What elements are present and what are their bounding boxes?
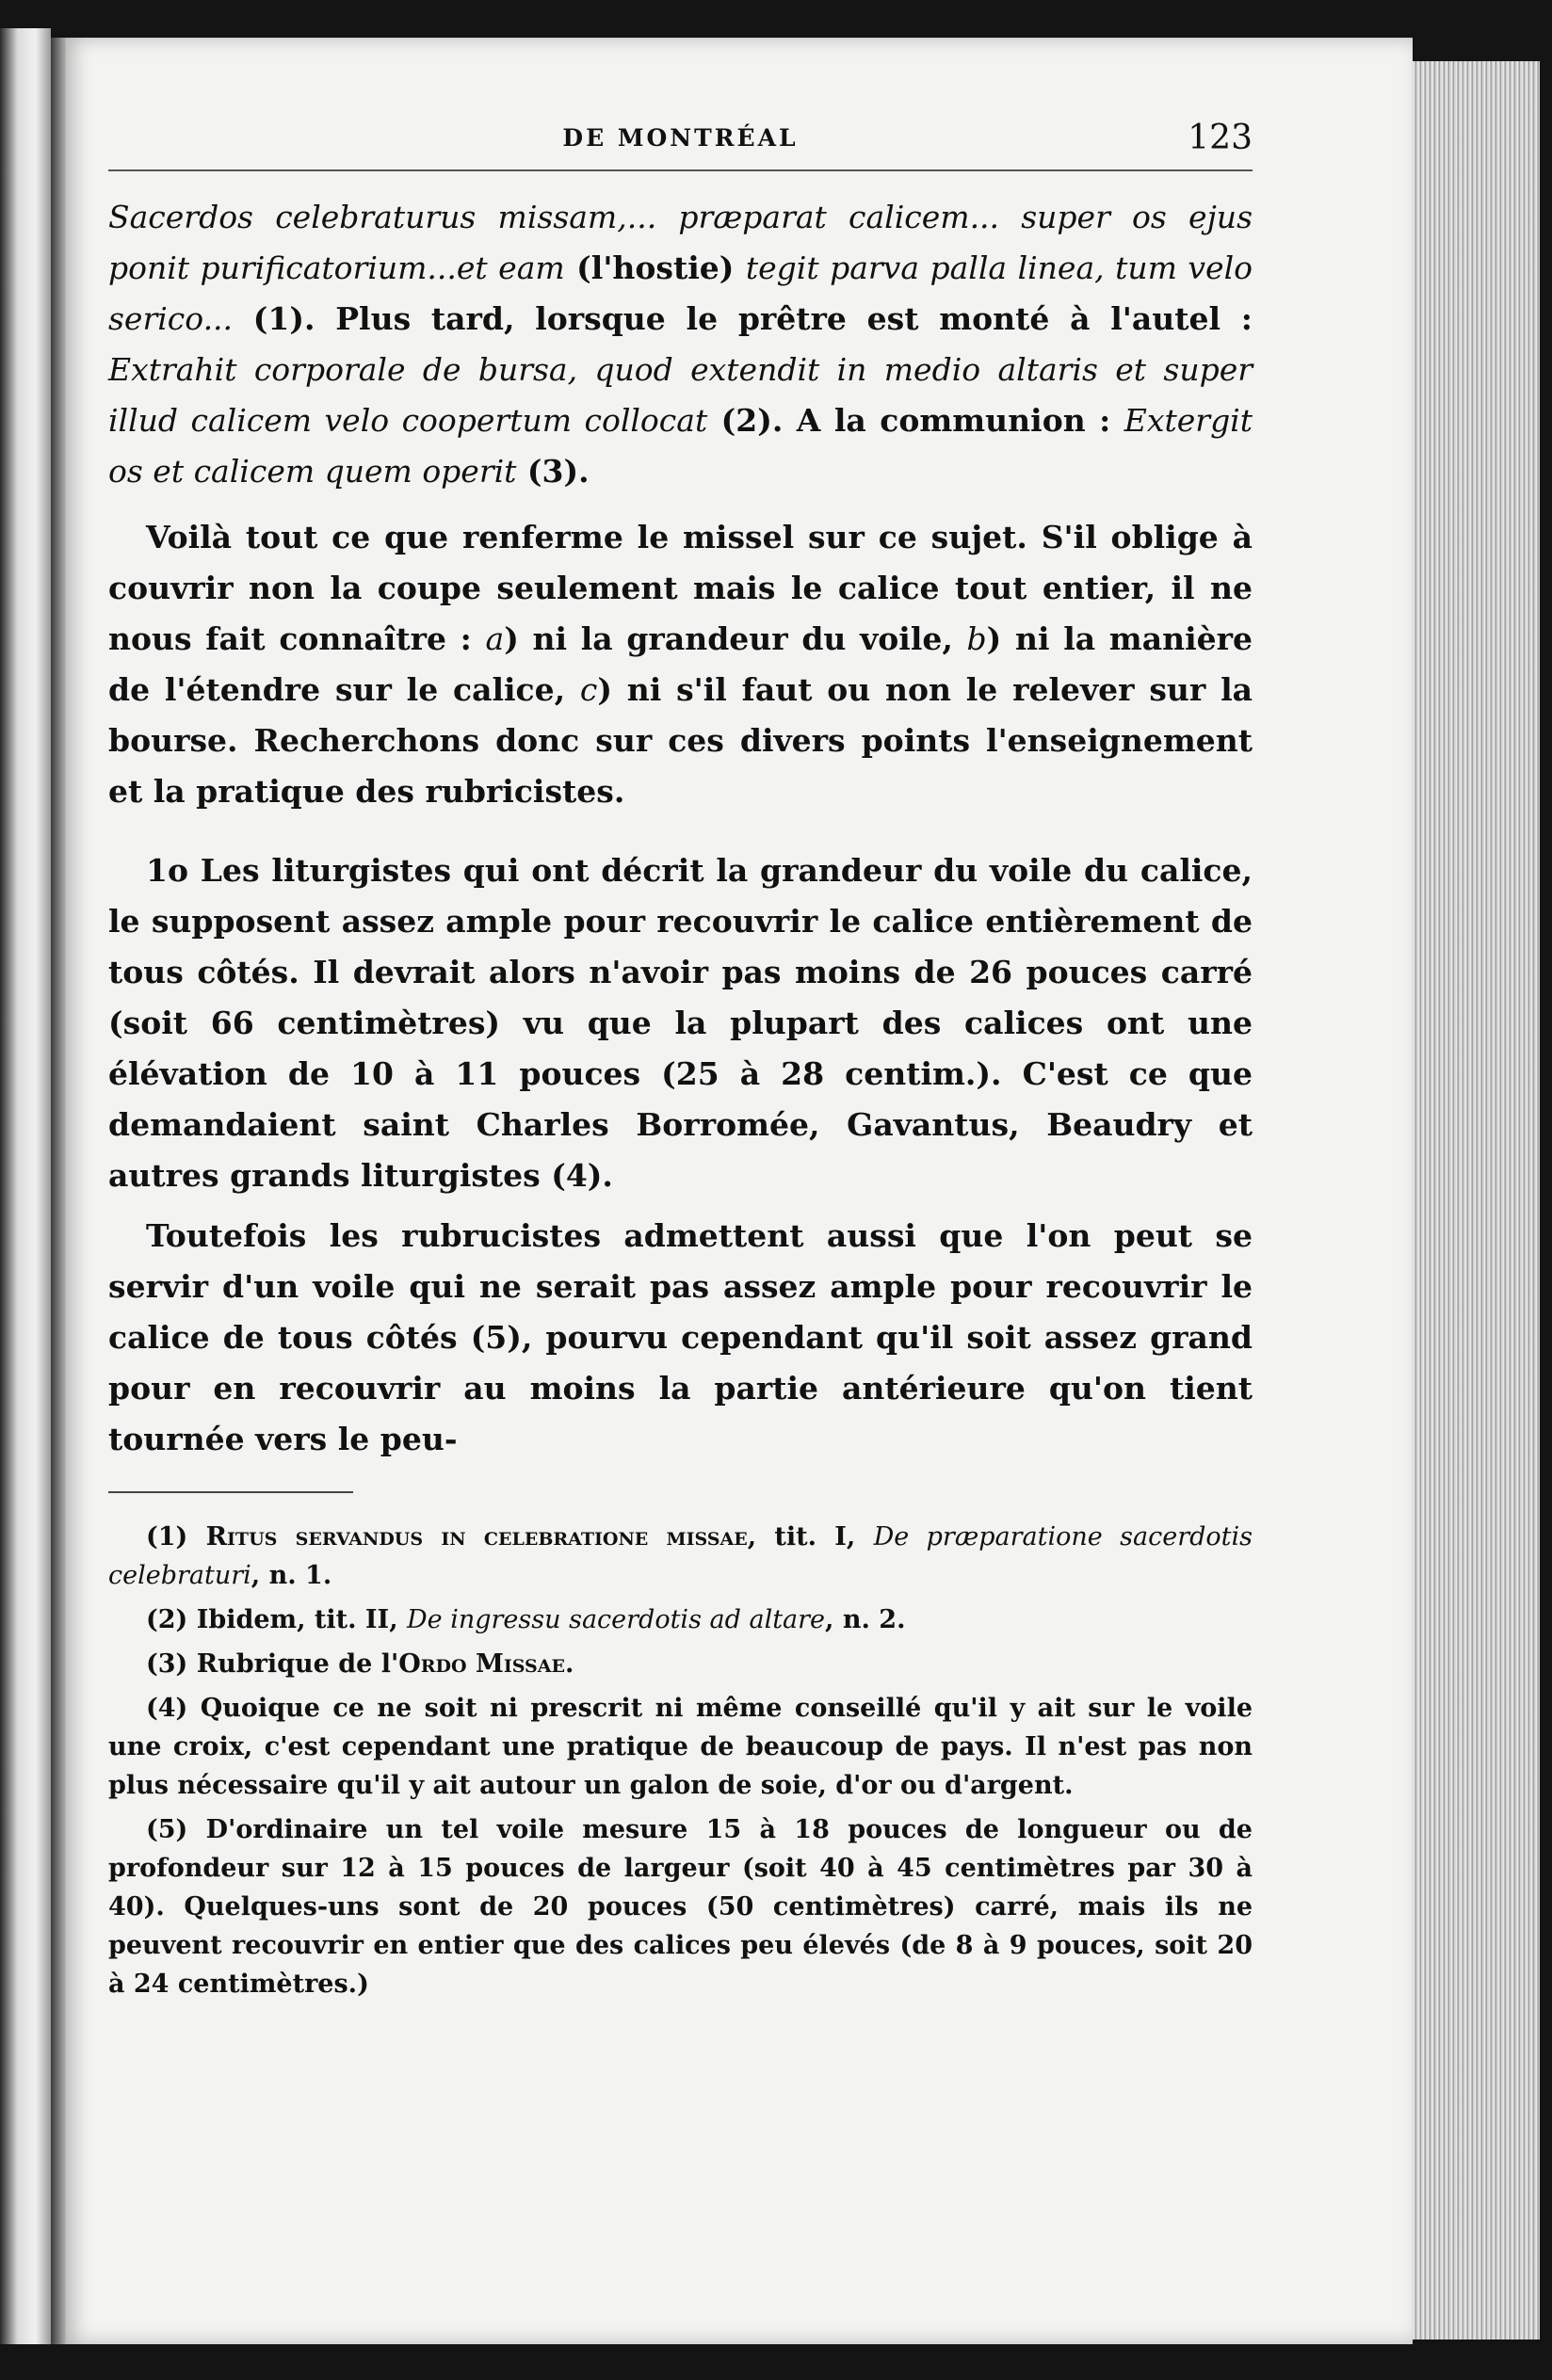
- paragraph-veil-alternative: Toutefois les rubrucistes admettent aussi que l'on peut se servir d'un voile qui ne serait pas assez ample pour recouvrir le calice de tous côtés (5), pourvu cependant qu'il soit assez grand pour en recouvrir au moins la partie antérieure qu'on tient tournée vers le peu-: [108, 1217, 1253, 1457]
- text-span: (3).: [516, 453, 590, 490]
- running-header: [108, 113, 1253, 171]
- page-text-block: [108, 113, 1253, 2009]
- text-span: (1). Plus tard, lorsque le prêtre est monté à l'autel :: [233, 300, 1253, 337]
- footnote-4: (4) Quoique ce ne soit ni prescrit ni même conseillé qu'il y ait sur le voile une croix, c'est cependant une pratique de beaucoup de pays. Il n'est pas non plus nécessaire qu'il y ait autour un galon de soie, d'or ou d'argent.: [108, 1694, 1253, 1800]
- footnote-1: [108, 1518, 1253, 1595]
- latin-quote: Sacerdos celebraturus missam,... præparat calicem... super os ejus ponit purificatorium...et eam: [108, 199, 1253, 286]
- text-span: .: [565, 1649, 574, 1679]
- text-span: , tit. I,: [747, 1522, 874, 1552]
- text-span: (2). A la communion :: [707, 402, 1124, 439]
- italic-title: De præparatione sacerdotis celebraturi: [108, 1522, 1253, 1590]
- paragraph-missal-quote: [108, 192, 1253, 497]
- text-span: (l'hostie): [564, 249, 746, 286]
- latin-quote: tegit parva palla linea, tum velo serico...: [108, 249, 1253, 337]
- enum-letter: a: [485, 620, 505, 657]
- running-title: DE MONTRÉAL: [562, 124, 799, 152]
- enum-letter: b: [966, 620, 987, 657]
- paragraph-missal-summary: [108, 512, 1253, 817]
- text-span: , n. 1.: [251, 1561, 332, 1590]
- text-span: Voilà tout ce que renferme le missel sur ce sujet. S'il oblige à couvrir non la coupe seulement mais le calice tout entier, il ne nous fait connaître :: [108, 519, 1253, 657]
- footnote-rule: [108, 1491, 353, 1493]
- small-caps-title: Ritus servandus in celebratione missae: [205, 1522, 748, 1552]
- text-span: ) ni la grandeur du voile,: [504, 620, 967, 657]
- page-number: 123: [1188, 119, 1253, 157]
- facing-page-edge: [0, 28, 51, 2344]
- text-span: , n. 2.: [825, 1605, 906, 1634]
- footnote-2: [108, 1600, 1253, 1639]
- footnote-5: (5) D'ordinaire un tel voile mesure 15 à 18 pouces de longueur ou de profondeur sur 12 à 15 pouces de largeur (soit 40 à 45 centimètres par 30 à 40). Quelques-uns sont de 20 pouces (50 centimètres) carré, mais ils ne peuvent recouvrir en entier que des calices peu élevés (de 8 à 9 pouces, soit 20 à 24 centimètres.): [108, 1815, 1253, 1999]
- enum-letter: c: [579, 671, 598, 708]
- small-caps-title: Ordo Missae: [398, 1649, 565, 1679]
- latin-quote: Extergit os et calicem quem operit: [108, 402, 1253, 490]
- text-span: (2) Ibidem, tit. II,: [146, 1605, 407, 1634]
- italic-title: De ingressu sacerdotis ad altare: [407, 1605, 826, 1634]
- paragraph-veil-size: 1o Les liturgistes qui ont décrit la grandeur du voile du calice, le supposent assez ample pour recouvrir le calice entièrement de tous côtés. Il devrait alors n'avoir pas moins de 26 pouces carré (soit 66 centimètres) vu que la plupart des calices ont une élévation de 10 à 11 pouces (25 à 28 centim.). C'est ce que demandaient saint Charles Borromée, Gavantus, Beaudry et autres grands liturgistes (4).: [108, 852, 1253, 1194]
- text-span: (1): [146, 1522, 206, 1552]
- latin-quote: Extrahit corporale de bursa, quod extendit in medio altaris et super illud calicem velo coopertum collocat: [108, 351, 1253, 439]
- text-span: ) ni s'il faut ou non le relever sur la bourse. Recherchons donc sur ces divers points l'enseignement et la pratique des rubricistes.: [108, 671, 1253, 810]
- text-span: ) ni la manière de l'étendre sur le calice,: [108, 620, 1253, 708]
- page-stack-edges: [1413, 61, 1540, 2340]
- text-span: (3) Rubrique de l': [146, 1649, 399, 1679]
- footnote-3: [108, 1645, 1253, 1683]
